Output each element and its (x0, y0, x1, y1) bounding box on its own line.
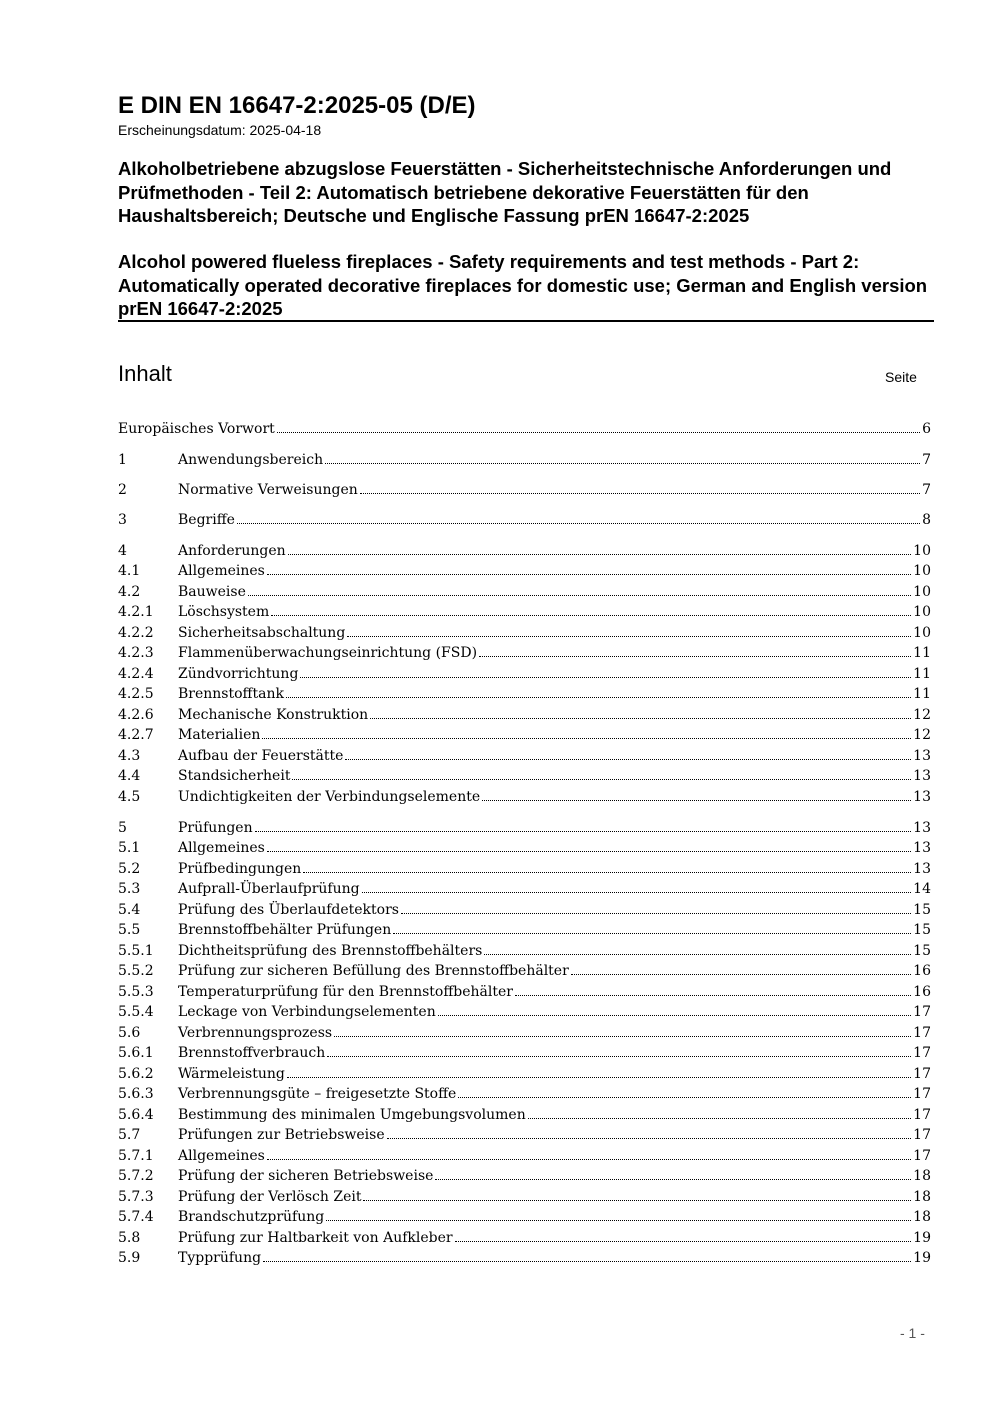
dot-leader (327, 1056, 911, 1057)
toc-entry-title: Allgemeines (178, 840, 265, 856)
toc-entry-page: 10 (913, 584, 931, 600)
toc-entry[interactable] (118, 877, 931, 897)
toc-entry-page: 10 (913, 604, 931, 620)
toc-entry-number: 4.2 (118, 584, 141, 600)
toc-entry-page: 17 (913, 1004, 931, 1020)
page-number: - 1 - (900, 1325, 925, 1341)
toc-entry-page: 17 (913, 1127, 931, 1143)
toc-entry-number: 4 (118, 543, 127, 559)
dot-leader (334, 1036, 911, 1037)
page-column-label: Seite (885, 369, 917, 385)
toc-entry-page: 17 (913, 1148, 931, 1164)
toc-entry-number: 4.4 (118, 768, 141, 784)
toc-entry-title: Standsicherheit (178, 768, 291, 784)
toc-entry-page: 10 (913, 543, 931, 559)
toc-entry-number: 5.5.2 (118, 963, 154, 979)
toc-entry-number: 3 (118, 512, 127, 528)
toc-entry[interactable] (118, 417, 931, 437)
dot-leader (347, 636, 911, 637)
toc-entry[interactable] (118, 918, 931, 938)
toc-entry-title: Wärmeleistung (178, 1066, 285, 1082)
dot-leader (248, 595, 911, 596)
dot-leader (393, 933, 911, 934)
dot-leader (287, 1077, 911, 1078)
toc-entry[interactable] (118, 478, 931, 498)
dot-leader (401, 913, 911, 914)
toc-entry[interactable] (118, 1185, 931, 1205)
toc-entry-title: Brandschutzprüfung (178, 1209, 325, 1225)
toc-entry-page: 17 (913, 1086, 931, 1102)
toc-entry-title: Bestimmung des minimalen Umgebungsvolumen (178, 1107, 526, 1123)
toc-entry[interactable] (118, 723, 931, 743)
toc-entry-page: 19 (913, 1250, 931, 1266)
toc-entry-page: 13 (913, 789, 931, 805)
toc-entry[interactable] (118, 857, 931, 877)
toc-entry-page: 11 (913, 645, 931, 661)
toc-entry[interactable] (118, 1041, 931, 1061)
dot-leader (267, 851, 911, 852)
dot-leader (370, 718, 911, 719)
toc-entry-number: 5.7.4 (118, 1209, 154, 1225)
toc-entry-title: Aufbau der Feuerstätte (178, 748, 344, 764)
toc-entry-title: Brennstoffverbrauch (178, 1045, 326, 1061)
dot-leader (263, 1261, 911, 1262)
toc-entry-title: Begriffe (178, 512, 235, 528)
toc-entry-number: 5.7.1 (118, 1148, 154, 1164)
dot-leader (286, 697, 911, 698)
toc-entry-page: 15 (913, 943, 931, 959)
dot-leader (345, 759, 911, 760)
toc-entry-number: 4.1 (118, 563, 141, 579)
dot-leader (455, 1241, 912, 1242)
toc-entry[interactable] (118, 1062, 931, 1082)
toc-entry-title: Bauweise (178, 584, 246, 600)
toc-entry[interactable] (118, 1123, 931, 1143)
toc-entry-title: Brennstofftank (178, 686, 284, 702)
toc-entry-number: 5.5.4 (118, 1004, 154, 1020)
title-divider (118, 320, 934, 322)
toc-entry[interactable] (118, 559, 931, 579)
toc-entry-title: Prüfungen (178, 820, 253, 836)
toc-entry[interactable] (118, 1082, 931, 1102)
toc-entry-title: Prüfungen zur Betriebsweise (178, 1127, 385, 1143)
toc-entry[interactable] (118, 1144, 931, 1164)
toc-entry[interactable] (118, 1205, 931, 1225)
dot-leader (387, 1138, 912, 1139)
toc-entry-page: 10 (913, 625, 931, 641)
toc-entry-number: 5.7.2 (118, 1168, 154, 1184)
toc-entry[interactable] (118, 508, 931, 528)
toc-entry[interactable] (118, 580, 931, 600)
toc-entry-page: 17 (913, 1025, 931, 1041)
toc-entry-page: 14 (913, 881, 931, 897)
toc-entry-number: 5.5.1 (118, 943, 154, 959)
dot-leader (262, 738, 911, 739)
toc-entry-page: 13 (913, 748, 931, 764)
toc-entry[interactable] (118, 600, 931, 620)
toc-entry-page: 17 (913, 1066, 931, 1082)
dot-leader (288, 554, 912, 555)
dot-leader (267, 1159, 911, 1160)
toc-heading: Inhalt (118, 361, 172, 386)
toc-entry-number: 5.3 (118, 881, 141, 897)
toc-entry-number: 5.9 (118, 1250, 141, 1266)
toc-entry-title: Mechanische Konstruktion (178, 707, 369, 723)
toc-entry-title: Prüfung zur sicheren Befüllung des Brennstoffbehälter (178, 963, 569, 979)
dot-leader (325, 463, 920, 464)
toc-entry-number: 5.4 (118, 902, 141, 918)
toc-entry-page: 6 (922, 421, 931, 437)
toc-entry-page: 11 (913, 686, 931, 702)
toc-entry-title: Prüfung der sicheren Betriebsweise (178, 1168, 434, 1184)
toc-entry-page: 13 (913, 820, 931, 836)
dot-leader (255, 831, 912, 832)
toc-entry-title: Prüfung des Überlaufdetektors (178, 902, 399, 918)
dot-leader (479, 656, 911, 657)
dot-leader (362, 892, 912, 893)
dot-leader (277, 432, 920, 433)
toc-entry[interactable] (118, 1246, 931, 1266)
toc-entry-title: Allgemeines (178, 1148, 265, 1164)
toc-entry-page: 12 (913, 727, 931, 743)
toc-entry-number: 4.2.4 (118, 666, 154, 682)
toc-entry-number: 4.2.6 (118, 707, 154, 723)
toc-entry[interactable] (118, 703, 931, 723)
toc-entry-title: Löschsystem (178, 604, 270, 620)
toc-entry-page: 11 (913, 666, 931, 682)
toc-entry-number: 5.5 (118, 922, 141, 938)
toc-entry-title: Verbrennungsgüte – freigesetzte Stoffe (178, 1086, 457, 1102)
toc-entry-title: Verbrennungsprozess (178, 1025, 333, 1041)
dot-leader (484, 954, 911, 955)
toc-entry-number: 5.5.3 (118, 984, 154, 1000)
toc-entry[interactable] (118, 959, 931, 979)
toc-entry[interactable] (118, 539, 931, 559)
dot-leader (326, 1220, 911, 1221)
dot-leader (515, 995, 911, 996)
dot-leader (271, 615, 911, 616)
toc-entry[interactable] (118, 1103, 931, 1123)
toc-entry-number: 4.3 (118, 748, 141, 764)
toc-entry-number: 5.6.1 (118, 1045, 154, 1061)
toc-entry-number: 5.7.3 (118, 1189, 154, 1205)
title-german: Alkoholbetriebene abzugslose Feuerstätten - Sicherheitstechnische Anforderungen und Prüfmethoden - Teil 2: Automatisch betriebene dekorative Feuerstätten für den Haushaltsbereich; Deutsche und Englische Fassung prEN 16647-2:2025 (118, 158, 892, 226)
toc-entry-number: 5.6.4 (118, 1107, 154, 1123)
toc-entry-title: Aufprall-Überlaufprüfung (178, 881, 360, 897)
toc-entry-page: 8 (922, 512, 931, 528)
toc-entry[interactable] (118, 662, 931, 682)
toc-entry[interactable] (118, 641, 931, 661)
toc-entry-title: Dichtheitsprüfung des Brennstoffbehälters (178, 943, 483, 959)
toc-entry-number: 5 (118, 820, 127, 836)
toc-entry-number: 5.1 (118, 840, 141, 856)
toc-entry-page: 7 (922, 482, 931, 498)
toc-entry-number: 4.2.5 (118, 686, 154, 702)
toc-entry-title: Allgemeines (178, 563, 265, 579)
dot-leader (571, 974, 911, 975)
toc-entry-page: 15 (913, 922, 931, 938)
dot-leader (300, 677, 911, 678)
dot-leader (438, 1015, 911, 1016)
toc-entry[interactable] (118, 939, 931, 959)
toc-entry-title: Flammenüberwachungseinrichtung (FSD) (178, 645, 478, 661)
toc-entry-title: Sicherheitsabschaltung (178, 625, 346, 641)
toc-entry[interactable] (118, 1226, 931, 1246)
standard-id: E DIN EN 16647-2:2025-05 (D/E) (118, 92, 476, 119)
toc-entry-page: 16 (913, 963, 931, 979)
dot-leader (458, 1097, 911, 1098)
toc-entry-number: 5.7 (118, 1127, 141, 1143)
toc-entry[interactable] (118, 744, 931, 764)
toc-entry-number: 2 (118, 482, 127, 498)
toc-entry[interactable] (118, 764, 931, 784)
toc-entry-page: 7 (922, 452, 931, 468)
dot-leader (237, 523, 920, 524)
toc-entry-title: Temperaturprüfung für den Brennstoffbehälter (178, 984, 513, 1000)
toc-entry-title: Zündvorrichtung (178, 666, 299, 682)
toc-entry-number: 4.2.3 (118, 645, 154, 661)
dot-leader (482, 800, 911, 801)
toc-entry[interactable] (118, 785, 931, 805)
toc-entry-number: 5.6.3 (118, 1086, 154, 1102)
toc-entry-number: 4.2.2 (118, 625, 154, 641)
toc-entry-number: 1 (118, 452, 127, 468)
toc-entry-page: 15 (913, 902, 931, 918)
toc-entry-title: Normative Verweisungen (178, 482, 358, 498)
toc-entry-title: Anwendungsbereich (178, 452, 324, 468)
toc-entry-page: 18 (913, 1209, 931, 1225)
toc-entry-page: 16 (913, 984, 931, 1000)
toc-entry[interactable] (118, 980, 931, 1000)
dot-leader (435, 1179, 911, 1180)
toc-entry-title: Anforderungen (178, 543, 286, 559)
title-english: Alcohol powered flueless fireplaces - Safety requirements and test methods - Part 2: Automatically operated decorative fireplaces for domestic use; German and English version prEN 16647-2:2025 (118, 251, 928, 319)
toc-entry[interactable] (118, 1164, 931, 1184)
toc-entry-page: 10 (913, 563, 931, 579)
publication-date: Erscheinungsdatum: 2025-04-18 (118, 122, 322, 138)
toc-entry-title: Materialien (178, 727, 261, 743)
toc-entry-number: 4.2.1 (118, 604, 154, 620)
toc-entry[interactable] (118, 621, 931, 641)
dot-leader (292, 779, 911, 780)
toc-entry-title: Prüfung der Verlösch Zeit (178, 1189, 362, 1205)
toc-entry-title: Undichtigkeiten der Verbindungselemente (178, 789, 481, 805)
toc-entry-number: 5.6 (118, 1025, 141, 1041)
toc-entry-page: 18 (913, 1189, 931, 1205)
dot-leader (303, 872, 911, 873)
toc-entry-number: 5.8 (118, 1230, 141, 1246)
toc-entry[interactable] (118, 448, 931, 468)
toc-entry-page: 17 (913, 1107, 931, 1123)
dot-leader (360, 493, 920, 494)
toc-entry[interactable] (118, 1000, 931, 1020)
toc-entry-title: Europäisches Vorwort (118, 421, 275, 437)
toc-entry[interactable] (118, 682, 931, 702)
toc-entry[interactable] (118, 816, 931, 836)
toc-entry[interactable] (118, 836, 931, 856)
toc-entry-number: 5.6.2 (118, 1066, 154, 1082)
toc-entry-page: 18 (913, 1168, 931, 1184)
toc-entry-title: Prüfbedingungen (178, 861, 302, 877)
toc-entry-title: Brennstoffbehälter Prüfungen (178, 922, 392, 938)
dot-leader (363, 1200, 911, 1201)
toc-entry-title: Leckage von Verbindungselementen (178, 1004, 436, 1020)
toc-entry[interactable] (118, 1021, 931, 1041)
toc-entry-number: 4.5 (118, 789, 141, 805)
toc-entry-title: Typprüfung (178, 1250, 262, 1266)
toc-entry-title: Prüfung zur Haltbarkeit von Aufkleber (178, 1230, 453, 1246)
dot-leader (267, 574, 911, 575)
toc-entry-number: 4.2.7 (118, 727, 154, 743)
toc-entry-page: 13 (913, 768, 931, 784)
toc-entry-page: 13 (913, 861, 931, 877)
dot-leader (528, 1118, 911, 1119)
toc-entry-page: 13 (913, 840, 931, 856)
toc-entry-number: 5.2 (118, 861, 141, 877)
toc-entry-page: 17 (913, 1045, 931, 1061)
toc-entry-page: 12 (913, 707, 931, 723)
toc-entry[interactable] (118, 898, 931, 918)
toc-entry-page: 19 (913, 1230, 931, 1246)
